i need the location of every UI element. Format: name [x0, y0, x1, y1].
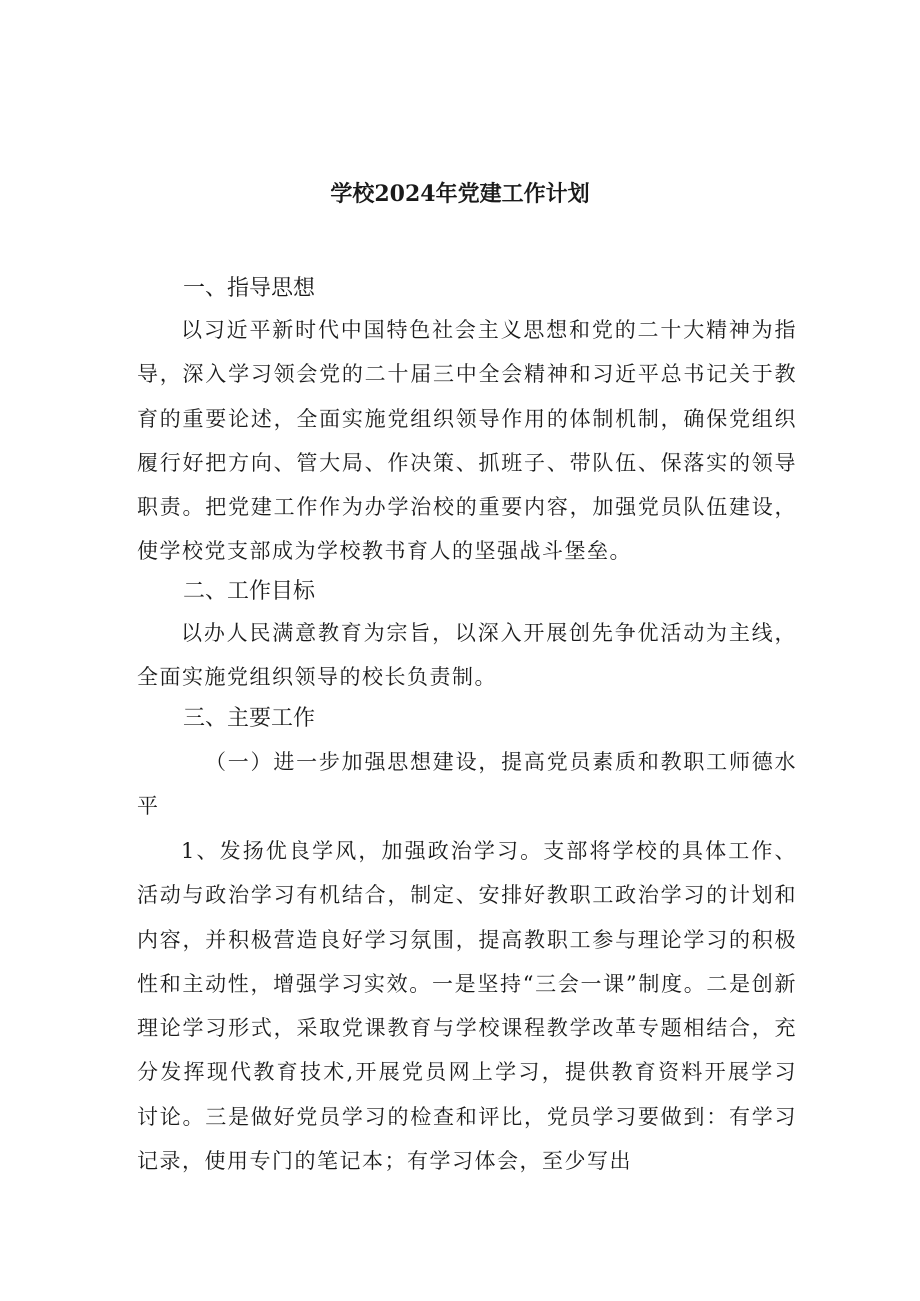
section-heading-work-goals: 二、工作目标	[183, 579, 316, 604]
document-title: 学校2024年党建工作计划	[330, 181, 590, 207]
section-paragraph-guiding-ideology: 以习近平新时代中国特色社会主义思想和党的二十大精神为指导，深入学习领会党的二十届三中全会精神和习近平总书记关于教育的重要论述，全面实施党组织领导作用的体制机制，确保党组织履行好把方向、管大局、作决策、抓班子、带队伍、保落实的领导职责。把党建工作作为办学治校的重要内容，加强党员队伍建设，使学校党支部成为学校教书育人的坚强战斗堡垒。	[137, 318, 797, 564]
section-heading-guiding-ideology: 一、指导思想	[183, 276, 316, 301]
section-paragraph-work-goals: 以办人民满意教育为宗旨，以深入开展创先争优活动为主线，全面实施党组织领导的校长负责制。	[137, 621, 797, 690]
section-heading-main-work: 三、主要工作	[183, 706, 316, 731]
section-subheading-thought-building: （一）进一步加强思想建设，提高党员素质和教职工师德水平	[137, 750, 797, 819]
section-paragraph-main-work: 1、发扬优良学风，加强政治学习。支部将学校的具体工作、活动与政治学习有机结合，制定、安排好教职工政治学习的计划和内容，并积极营造良好学习氛围，提高教职工参与理论学习的积极性和主动性，增强学习实效。一是坚持“三会一课”制度。二是创新理论学习形式，采取党课教育与学校课程教学改革专题相结合，充分发挥现代教育技术,开展党员网上学习，提供教育资料开展学习讨论。三是做好党员学习的检查和评比，党员学习要做到：有学习记录，使用专门的笔记本；有学习体会，至少写出	[137, 839, 797, 1174]
